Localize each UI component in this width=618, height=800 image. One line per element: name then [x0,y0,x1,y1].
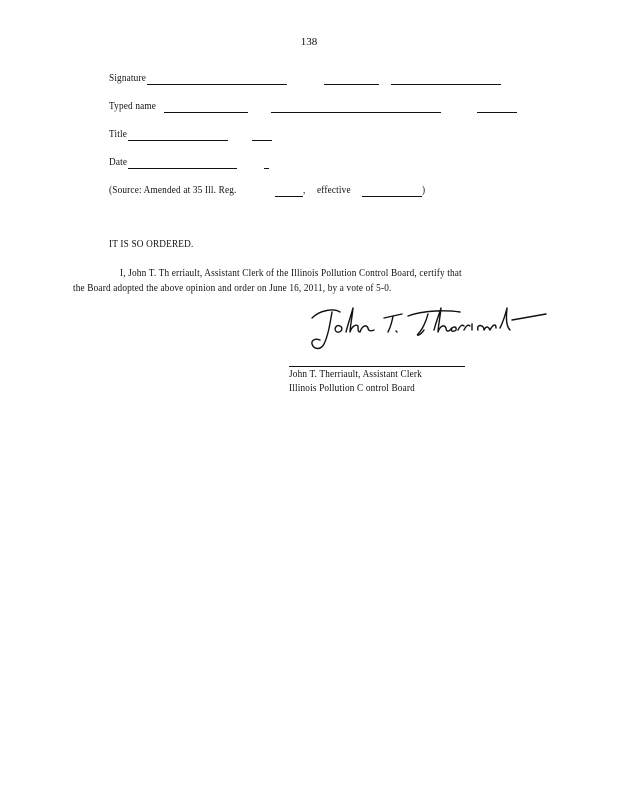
source-comma: , [303,185,306,196]
source-close: ) [422,185,426,196]
page-number: 138 [300,36,318,48]
typed-name-label: Typed name [109,101,157,112]
title-label: Title [109,129,128,140]
signature-blank-2 [324,84,379,85]
source-reg-blank [275,196,303,197]
title-blank-2 [252,140,272,141]
source-text: (Source: Amended at 35 Ill. Reg. [109,185,237,196]
source-effective: effective [317,185,351,196]
date-blank-2 [264,168,269,169]
typed-name-blank [164,112,248,113]
handwritten-signature [300,300,550,360]
date-blank [128,168,237,169]
signer-name-title: John T. Therriault, Assistant Clerk [289,369,422,380]
certify-line-2: the Board adopted the above opinion and order on June 16, 2011, by a vote of 5-0. [73,283,392,294]
typed-name-blank-2 [271,112,441,113]
certify-line-1: I, John T. Th erriault, Assistant Clerk of the Illinois Pollution Control Board, certify that [120,268,462,279]
signer-organization: Illinois Pollution C ontrol Board [289,383,415,394]
title-blank [128,140,228,141]
date-label: Date [109,157,128,168]
source-effective-blank [362,196,422,197]
order-heading: IT IS SO ORDERED. [109,239,194,250]
signature-line [289,366,465,367]
signature-label: Signature [109,73,147,84]
signature-blank-3 [391,84,501,85]
typed-name-blank-3 [477,112,517,113]
signature-blank [147,84,287,85]
